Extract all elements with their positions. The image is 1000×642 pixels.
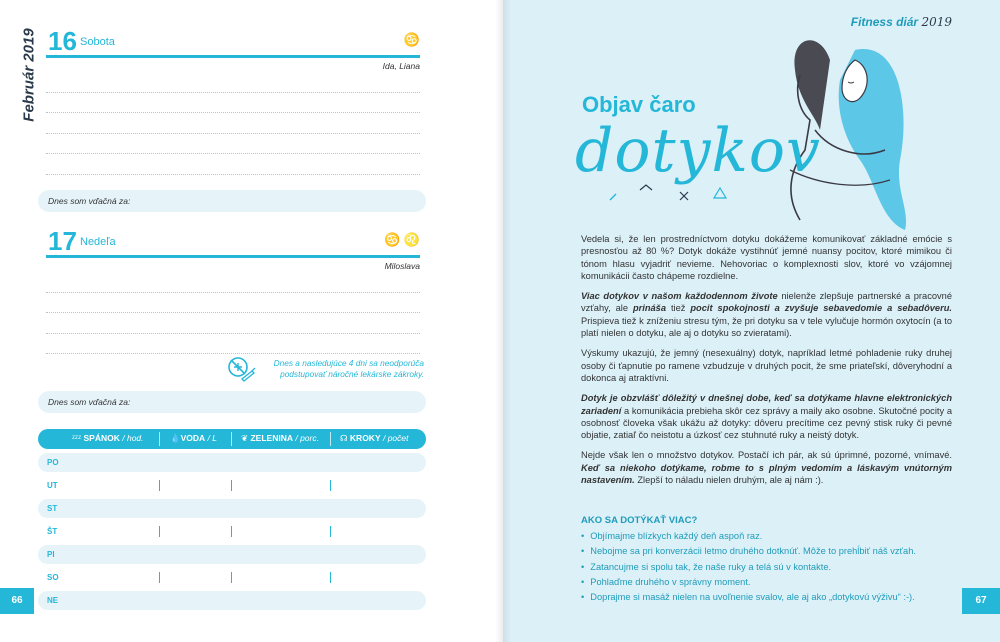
day-name: Sobota (80, 36, 115, 48)
article-body (581, 233, 952, 494)
gratitude-field[interactable]: Dnes som vďačná za: (38, 391, 426, 413)
month-label: Február 2019 (20, 28, 38, 122)
day-name: Nedeľa (80, 236, 116, 248)
writing-line[interactable] (46, 293, 420, 314)
list-item: • Doprajme si masáž nielen na uvoľnenie svalov, ale aj ako „dotykovú výživu“ :-). (581, 592, 961, 607)
article-title-big: dotykov (575, 116, 821, 186)
tips-heading: AKO SA DOTÝKAŤ VIAC? (581, 515, 698, 526)
tracker-row[interactable]: NE (38, 591, 426, 610)
paragraph: Nejde však len o množstvo dotykov. Postačí ich pár, ak sú úprimné, pozorné, vnímavé. Keď sa niekoho dotýkame, robme to s plným vedomím a láskavým vnútorným nastavením. Zlepší to náladu nielen druhým, ale aj nám :). (581, 450, 952, 486)
tracker-row[interactable]: ST (38, 499, 426, 518)
writing-line[interactable] (46, 334, 420, 355)
book-gutter (495, 0, 511, 642)
day-entry-16 (46, 28, 420, 195)
water-drop-icon: 💧 (170, 433, 181, 443)
tracker-col-sleep: ᶻᶻᶻ SPÁNOK / hod. (72, 433, 144, 443)
day-header (46, 228, 420, 258)
day-header (46, 28, 420, 58)
list-item: • Nebojme sa pri konverzácii letmo druhého dotknúť. Môže to prehĺbiť náš vzťah. (581, 546, 961, 561)
running-header: Fitness diár 2019 (850, 15, 952, 29)
list-item: • Objímajme blízkych každý deň aspoň raz. (581, 531, 961, 546)
writing-line[interactable] (46, 72, 420, 93)
tracker-row[interactable]: PI (38, 545, 426, 564)
article-title-small: Objav čaro (582, 92, 696, 117)
medical-note (226, 355, 424, 385)
name-day: Miloslava (384, 261, 420, 271)
writing-line[interactable] (46, 154, 420, 175)
name-day: Ida, Liana (382, 61, 420, 71)
day-number: 17 (48, 226, 77, 256)
writing-line[interactable] (46, 93, 420, 114)
list-item: • Pohlaďme druhého v správny moment. (581, 577, 961, 592)
page-number-left: 66 (0, 588, 34, 614)
tracker-header (38, 429, 426, 449)
tracker-col-steps: ☊ KROKY / počet (340, 433, 409, 443)
writing-line[interactable] (46, 272, 420, 293)
day-number: 16 (48, 26, 77, 56)
page-number-right: 67 (962, 588, 1000, 614)
tracker-row[interactable]: ŠT (38, 522, 426, 541)
gratitude-field[interactable]: Dnes som vďačná za: (38, 190, 426, 212)
day-entry-17 (46, 228, 420, 354)
paragraph: Viac dotykov v našom každodennom živote nielenže zlepšuje partnerské a pracovné vzťahy, ale prináša tiež pocit spokojnosti a zvyšuje sebavedomie a sebadôveru. Prispieva tiež k zníženiu stresu tým, že pri dotyku sa v tele vylučuje hormón oxytocín (a to platí nielen o dotyku, ale aj o dotyku so zvieratami). (581, 291, 953, 339)
sleep-icon: ᶻᶻᶻ (72, 433, 84, 443)
footprint-icon: ☊ (340, 433, 350, 443)
tracker-row[interactable]: UT (38, 476, 426, 495)
tips-list (581, 531, 961, 607)
note-text: Dnes a nasledujúce 4 dni sa neodporúča podstupovať náročné lekárske zákroky. (273, 358, 424, 379)
leaf-icon: ❦ (241, 433, 251, 443)
tracker-row[interactable]: SO (38, 568, 426, 587)
tracker-col-vegetables: ❦ ZELENINA / porc. (241, 433, 319, 443)
tracker-row[interactable]: PO (38, 453, 426, 472)
paragraph: Dotyk je obzvlášť dôležitý v dnešnej dobe, keď sa dotýkame hlavne elektronických zariadení a komunikácia prebieha skôr cez správy a maily ako osobne. Skutočné pocity a osobnosť človeka však ukážu až dotyky: dôveru precítime cez pevný stisk ruky či pevné objatie, zatiaľ čo neistotu a úzkosť cez stuhnuté ruky a neistý dotyk. (581, 393, 952, 441)
writing-line[interactable] (46, 113, 420, 134)
tracker-col-water: 💧VODA / L (170, 433, 217, 443)
zodiac-icon: ♋ (403, 32, 420, 47)
writing-line[interactable] (46, 134, 420, 155)
paragraph: Vedela si, že len prostredníctvom dotyku dokážeme komunikovať základné emócie s presnosťou až 80 %? Dotyk dokáže vystihnúť jemné nuansy pocitov, ktoré mimikou či tónom hlasu vyjadriť nevieme. Nehovoriac o komplexnosti slov, ktoré vo vzájomnej komunikácii často chápeme rozdielne. (581, 234, 952, 281)
writing-line[interactable] (46, 313, 420, 334)
list-item: • Zatancujme si spolu tak, že naše ruky a telá sú v kontakte. (581, 562, 961, 577)
zodiac-icon: ♋ ♌ (384, 232, 420, 247)
paragraph: Výskumy ukazujú, že jemný (nesexuálny) dotyk, napríklad letmé pohladenie ruky druhej osoby či ťapnutie po ramene vzbudzuje v druhých pocit, že sme priateľskí, dôveryhodní a dokonca aj atraktívni. (581, 348, 952, 383)
medical-warning-icon (226, 355, 256, 385)
